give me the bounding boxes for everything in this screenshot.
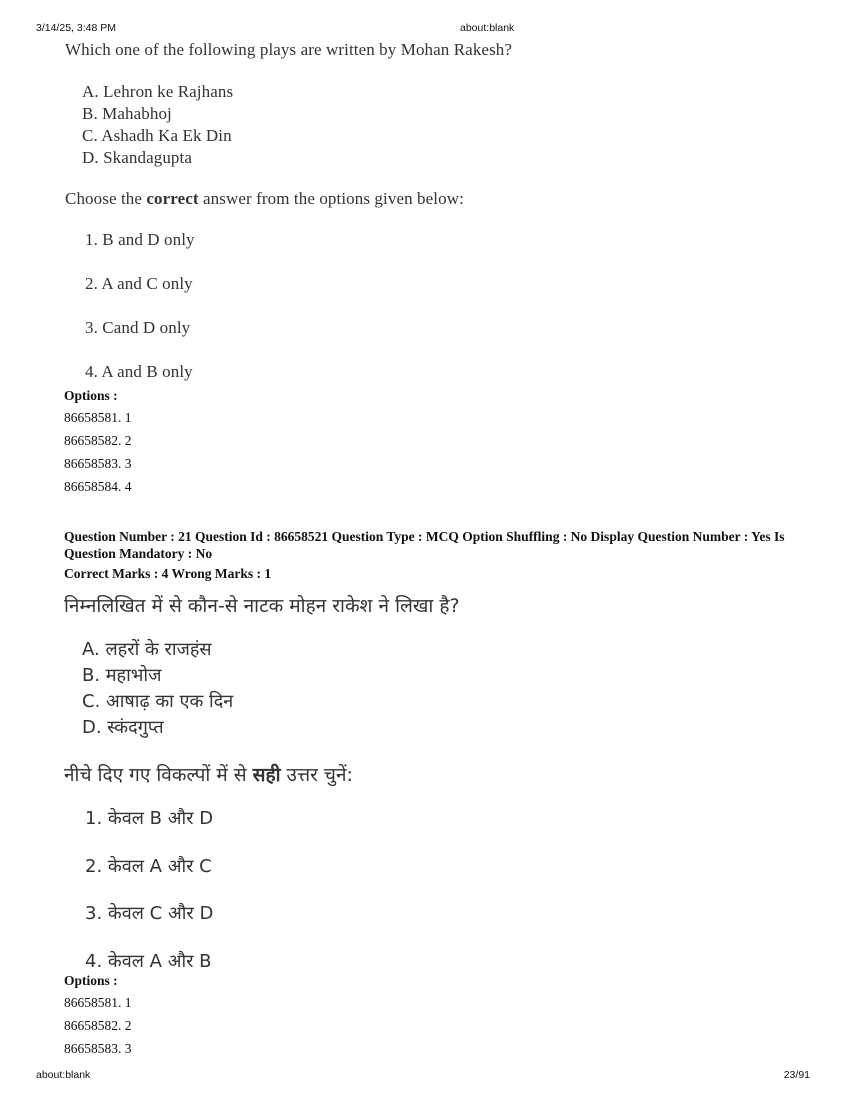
question-meta: Question Number : 21 Question Id : 86658521 Question Type : MCQ Option Shuffling : No Display Question Number : Yes Is Question Mandatory : No: [64, 529, 785, 561]
page-number: 23/91: [783, 1069, 810, 1081]
question-text: Which one of the following plays are written by Mohan Rakesh?: [65, 40, 513, 59]
options-label: Options :: [64, 388, 118, 403]
question-item-b-hindi: B. महाभोज: [82, 665, 162, 686]
choice-1: 1. B and D only: [85, 230, 195, 249]
options-label-q21: Options :: [64, 973, 118, 988]
footer-url: about:blank: [36, 1069, 91, 1081]
question-item-c: C. Ashadh Ka Ek Din: [82, 126, 232, 145]
instruction-text-hindi: नीचे दिए गए विकल्पों में से सही उत्तर चुनें:: [64, 764, 353, 786]
question-item-d-hindi: D. स्कंदगुप्त: [82, 717, 164, 738]
choice-2-hindi: 2. केवल A और C: [85, 856, 212, 877]
choice-3-hindi: 3. केवल C और D: [85, 903, 214, 924]
question-text-hindi: निम्नलिखित में से कौन-से नाटक मोहन राकेश ने लिखा है?: [64, 595, 460, 617]
choice-2: 2. A and C only: [85, 274, 193, 293]
instruction-emphasis: correct: [146, 189, 199, 208]
question-item-a: A. Lehron ke Rajhans: [82, 82, 234, 101]
choice-1-hindi: 1. केवल B और D: [85, 808, 214, 829]
question-item-b: B. Mahabhoj: [82, 104, 172, 123]
option-id-4: 86658584. 4: [64, 479, 132, 494]
option-id-2: 86658582. 2: [64, 433, 132, 448]
option-id-3: 86658583. 3: [64, 456, 132, 471]
choice-4-hindi: 4. केवल A और B: [85, 951, 212, 972]
question-marks: Correct Marks : 4 Wrong Marks : 1: [64, 566, 272, 581]
question-item-a-hindi: A. लहरों के राजहंस: [82, 639, 212, 660]
print-url: about:blank: [460, 22, 515, 34]
instruction-text: Choose the correct answer from the options given below:: [65, 189, 464, 208]
option-id-1: 86658581. 1: [64, 410, 132, 425]
option-id-2-q21: 86658582. 2: [64, 1018, 132, 1033]
instruction-emphasis-hindi: सही: [252, 764, 281, 786]
choice-3: 3. Cand D only: [85, 318, 191, 337]
question-item-d: D. Skandagupta: [82, 148, 192, 167]
choice-4: 4. A and B only: [85, 362, 193, 381]
print-datetime: 3/14/25, 3:48 PM: [36, 22, 116, 34]
option-id-1-q21: 86658581. 1: [64, 995, 132, 1010]
option-id-3-q21: 86658583. 3: [64, 1041, 132, 1056]
question-item-c-hindi: C. आषाढ़ का एक दिन: [82, 691, 234, 712]
